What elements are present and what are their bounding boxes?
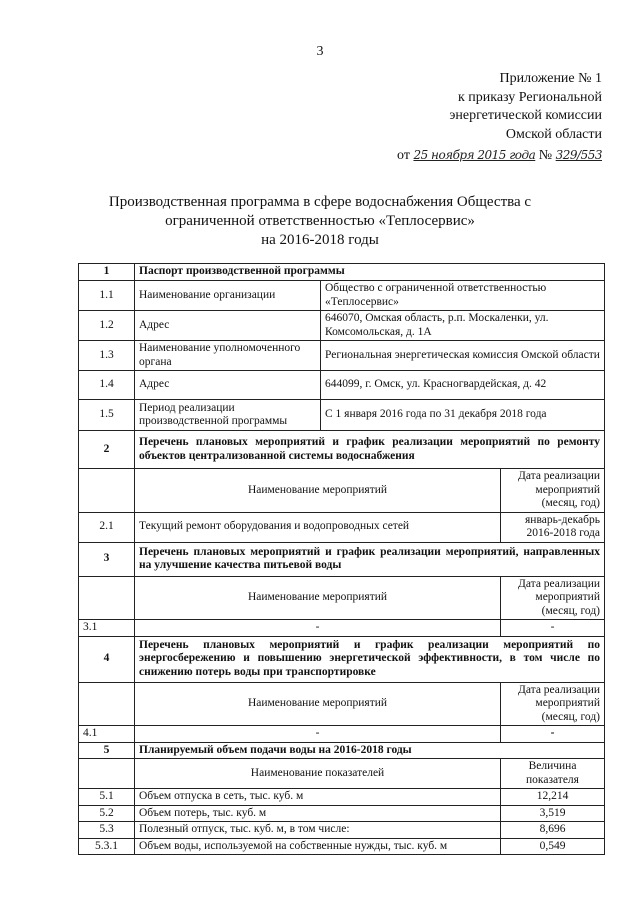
- order-number-label: №: [538, 148, 553, 163]
- appendix-line: к приказу Региональной: [457, 89, 602, 105]
- title-line: на 2016-2018 годы: [261, 232, 379, 248]
- row-label: Наименование организации: [135, 281, 321, 311]
- row-value: С 1 января 2016 года по 31 декабря 2018 года: [321, 400, 605, 431]
- row-name: -: [135, 726, 501, 743]
- row-date: январь-декабрь 2016-2018 года: [501, 512, 605, 542]
- table-row: [79, 281, 605, 311]
- column-header: Дата реализации мероприятий (месяц, год): [501, 576, 605, 620]
- row-label: Адрес: [135, 311, 321, 341]
- row-number: 1.5: [79, 400, 135, 431]
- row-number: 5.3.1: [79, 838, 135, 855]
- table-row: [79, 789, 605, 806]
- row-value: 8,696: [501, 822, 605, 839]
- section-number: 2: [79, 431, 135, 469]
- section-title: Планируемый объем подачи воды на 2016-2018 годы: [135, 742, 605, 759]
- row-value: 646070, Омская область, р.п. Москаленки, ул. Комсомольская, д. 1А: [321, 311, 605, 341]
- page-number: 3: [316, 44, 324, 59]
- row-number: 3.1: [79, 620, 135, 637]
- table-row: [79, 620, 605, 637]
- section-header-row: [79, 636, 605, 682]
- column-header: Дата реализации мероприятий (месяц, год): [501, 682, 605, 726]
- row-value: 644099, г. Омск, ул. Красногвардейская, д. 42: [321, 371, 605, 400]
- column-header: Наименование мероприятий: [135, 682, 501, 726]
- column-header: Наименование мероприятий: [135, 469, 501, 513]
- column-header-row: [79, 576, 605, 620]
- row-number: 5.2: [79, 805, 135, 822]
- row-number: 1.2: [79, 311, 135, 341]
- empty-cell: [79, 682, 135, 726]
- row-label: Адрес: [135, 371, 321, 400]
- row-name: Текущий ремонт оборудования и водопроводных сетей: [135, 512, 501, 542]
- section-number: 1: [79, 264, 135, 281]
- column-header: Величина показателя: [501, 759, 605, 789]
- empty-cell: [79, 576, 135, 620]
- section-title: Перечень плановых мероприятий и график реализации мероприятий, направленных на улучшение качества питьевой воды: [135, 542, 605, 576]
- section-number: 3: [79, 542, 135, 576]
- section-title: Перечень плановых мероприятий и график реализации мероприятий по энергосбережению и повышению энергетической эффективности, в том числе по снижению потерь воды при транспортировке: [135, 636, 605, 682]
- row-label: Наименование уполномоченного органа: [135, 341, 321, 371]
- section-header-row: [79, 542, 605, 576]
- row-number: 5.1: [79, 789, 135, 806]
- appendix-header: [397, 70, 602, 166]
- row-number: 5.3: [79, 822, 135, 839]
- table-row: [79, 400, 605, 431]
- section-header-row: [79, 431, 605, 469]
- row-name: Объем потерь, тыс. куб. м: [135, 805, 501, 822]
- section-header-row: [79, 264, 605, 281]
- table-row: [79, 822, 605, 839]
- section-title: Паспорт производственной программы: [135, 264, 605, 281]
- table-row: [79, 726, 605, 743]
- row-name: Полезный отпуск, тыс. куб. м, в том числе:: [135, 822, 501, 839]
- row-value: Региональная энергетическая комиссия Омской области: [321, 341, 605, 371]
- column-header-row: [79, 682, 605, 726]
- section-number: 4: [79, 636, 135, 682]
- row-name: Объем воды, используемой на собственные нужды, тыс. куб. м: [135, 838, 501, 855]
- table-row: [79, 341, 605, 371]
- appendix-line: энергетической комиссии: [449, 108, 602, 123]
- section-number: 5: [79, 742, 135, 759]
- table-row: [79, 805, 605, 822]
- production-program-table: [78, 263, 605, 855]
- order-prefix: от: [397, 148, 410, 163]
- row-label: Период реализации производственной программы: [135, 400, 321, 431]
- table-row: [79, 512, 605, 542]
- row-number: 1.4: [79, 371, 135, 400]
- title-line: Производственная программа в сфере водоснабжения Общества с: [108, 194, 532, 210]
- order-number-handwritten: 329/553: [555, 148, 602, 162]
- empty-cell: [79, 759, 135, 789]
- title-line: ограниченной ответственностью «Теплосервис»: [165, 213, 475, 229]
- section-title: Перечень плановых мероприятий и график реализации мероприятий по ремонту объектов централизованной системы водоснабжения: [135, 431, 605, 469]
- section-header-row: [79, 742, 605, 759]
- column-header: Наименование показателей: [135, 759, 501, 789]
- row-name: Объем отпуска в сеть, тыс. куб. м: [135, 789, 501, 806]
- empty-cell: [79, 469, 135, 513]
- row-number: 1.1: [79, 281, 135, 311]
- column-header: Наименование мероприятий: [135, 576, 501, 620]
- row-value: Общество с ограниченной ответственностью «Теплосервис»: [321, 281, 605, 311]
- column-header: Дата реализации мероприятий (месяц, год): [501, 469, 605, 513]
- order-date-handwritten: 25 ноября 2015 года: [413, 148, 536, 162]
- document-title: [60, 193, 580, 250]
- table-row: [79, 371, 605, 400]
- column-header-row: [79, 469, 605, 513]
- order-reference: [397, 146, 602, 166]
- row-date: -: [501, 620, 605, 637]
- table-row: [79, 838, 605, 855]
- column-header-row: [79, 759, 605, 789]
- row-value: 12,214: [501, 789, 605, 806]
- row-date: -: [501, 726, 605, 743]
- row-value: 0,549: [501, 838, 605, 855]
- appendix-line: Омской области: [505, 126, 602, 142]
- row-number: 2.1: [79, 512, 135, 542]
- row-number: 4.1: [79, 726, 135, 743]
- appendix-line: Приложение № 1: [499, 71, 602, 86]
- row-value: 3,519: [501, 805, 605, 822]
- row-name: -: [135, 620, 501, 637]
- table-row: [79, 311, 605, 341]
- row-number: 1.3: [79, 341, 135, 371]
